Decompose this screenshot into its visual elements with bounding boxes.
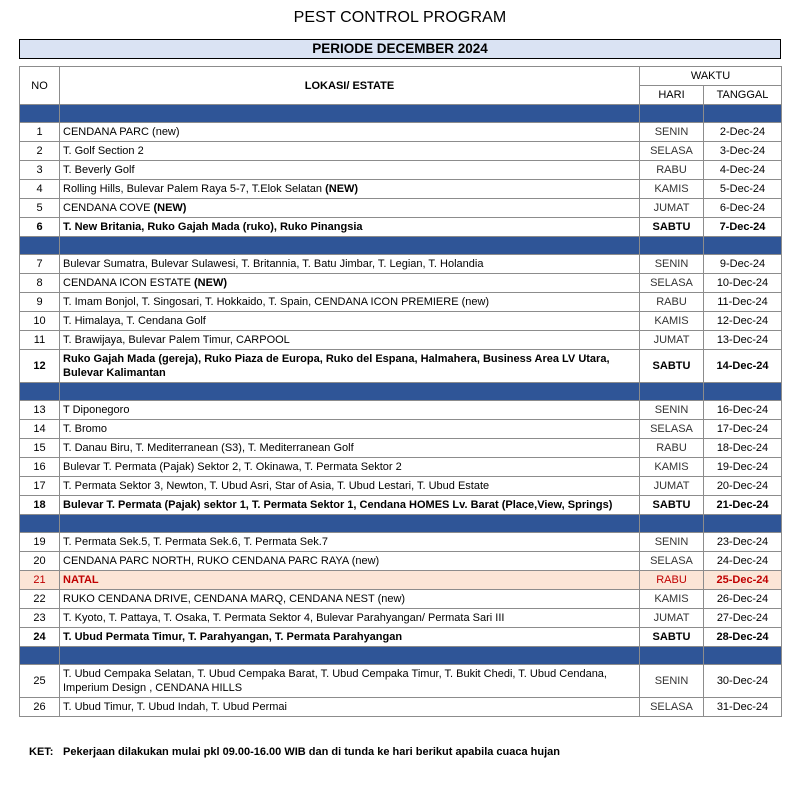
row-hari: SENIN xyxy=(640,255,704,274)
row-hari: KAMIS xyxy=(640,458,704,477)
row-lokasi xyxy=(60,590,640,609)
table-row xyxy=(20,458,782,477)
row-lokasi xyxy=(60,698,640,717)
row-no: 6 xyxy=(20,218,60,237)
table-row xyxy=(20,255,782,274)
row-no: 8 xyxy=(20,274,60,293)
header-waktu: WAKTU xyxy=(640,67,782,86)
row-tanggal: 3-Dec-24 xyxy=(704,142,782,161)
row-tanggal: 25-Dec-24 xyxy=(704,571,782,590)
row-tanggal: 5-Dec-24 xyxy=(704,180,782,199)
table-row xyxy=(20,274,782,293)
row-hari: JUMAT xyxy=(640,331,704,350)
separator-cell xyxy=(20,515,60,533)
row-tanggal: 16-Dec-24 xyxy=(704,401,782,420)
row-lokasi-text: T Diponegoro xyxy=(63,404,130,416)
row-tanggal: 13-Dec-24 xyxy=(704,331,782,350)
week-separator xyxy=(20,647,782,665)
row-lokasi xyxy=(60,628,640,647)
periode-banner: PERIODE DECEMBER 2024 xyxy=(19,39,781,59)
row-tanggal: 23-Dec-24 xyxy=(704,533,782,552)
row-tanggal: 30-Dec-24 xyxy=(704,665,782,698)
row-lokasi-text: Bulevar T. Permata (Pajak) Sektor 2, T. Okinawa, T. Permata Sektor 2 xyxy=(63,461,402,473)
separator-cell xyxy=(20,647,60,665)
row-hari: RABU xyxy=(640,571,704,590)
row-lokasi xyxy=(60,274,640,293)
row-hari: RABU xyxy=(640,293,704,312)
row-no: 21 xyxy=(20,571,60,590)
row-hari: KAMIS xyxy=(640,312,704,331)
page-title: PEST CONTROL PROGRAM xyxy=(293,9,507,26)
row-hari: JUMAT xyxy=(640,609,704,628)
row-lokasi-text: T. Kyoto, T. Pattaya, T. Osaka, T. Permata Sektor 4, Bulevar Parahyangan/ Permata Sari III xyxy=(63,612,505,624)
separator-cell xyxy=(704,383,782,401)
table-row xyxy=(20,609,782,628)
separator-cell xyxy=(60,647,640,665)
row-lokasi-text: Bulevar T. Permata (Pajak) sektor 1, T. Permata Sektor 1, Cendana HOMES Lv. Barat (Place,View, Springs) xyxy=(63,499,613,511)
row-no: 17 xyxy=(20,477,60,496)
table-row xyxy=(20,439,782,458)
table-row xyxy=(20,142,782,161)
row-lokasi-text: Ruko Gajah Mada (gereja), Ruko Piaza de Europa, Ruko del Espana, Halmahera, Business Area LV Utara, Bulevar Kalimantan xyxy=(63,353,610,379)
separator-cell xyxy=(640,515,704,533)
row-hari: RABU xyxy=(640,161,704,180)
row-tanggal: 11-Dec-24 xyxy=(704,293,782,312)
row-hari: SABTU xyxy=(640,218,704,237)
row-lokasi-text: T. Imam Bonjol, T. Singosari, T. Hokkaido, T. Spain, CENDANA ICON PREMIERE (new) xyxy=(63,296,490,308)
row-hari: SENIN xyxy=(640,533,704,552)
schedule-table xyxy=(19,66,782,717)
row-hari: KAMIS xyxy=(640,590,704,609)
separator-cell xyxy=(704,647,782,665)
row-no: 20 xyxy=(20,552,60,571)
row-lokasi-text: T. Beverly Golf xyxy=(63,164,135,176)
row-lokasi xyxy=(60,142,640,161)
table-row xyxy=(20,161,782,180)
row-no: 14 xyxy=(20,420,60,439)
row-no: 7 xyxy=(20,255,60,274)
row-lokasi xyxy=(60,312,640,331)
separator-cell xyxy=(60,237,640,255)
separator-cell xyxy=(640,647,704,665)
row-lokasi-text: T. Golf Section 2 xyxy=(63,145,144,157)
row-hari: SELASA xyxy=(640,274,704,293)
row-no: 16 xyxy=(20,458,60,477)
table-row xyxy=(20,552,782,571)
row-hari: SELASA xyxy=(640,552,704,571)
row-lokasi xyxy=(60,439,640,458)
row-tanggal: 6-Dec-24 xyxy=(704,199,782,218)
row-lokasi-text: T. Permata Sek.5, T. Permata Sek.6, T. Permata Sek.7 xyxy=(63,536,328,548)
row-lokasi-text: T. Ubud Cempaka Selatan, T. Ubud Cempaka Barat, T. Ubud Cempaka Timur, T. Bukit Chedi, T. Ubud Cendana, Imperium Design , CENDANA HILLS xyxy=(63,668,607,694)
row-lokasi-text: NATAL xyxy=(63,574,99,586)
row-tanggal: 28-Dec-24 xyxy=(704,628,782,647)
row-lokasi xyxy=(60,552,640,571)
row-tanggal: 14-Dec-24 xyxy=(704,350,782,383)
row-lokasi-text: T. Bromo xyxy=(63,423,108,435)
table-row xyxy=(20,331,782,350)
row-lokasi xyxy=(60,420,640,439)
row-tanggal: 20-Dec-24 xyxy=(704,477,782,496)
separator-cell xyxy=(60,515,640,533)
table-row xyxy=(20,218,782,237)
separator-cell xyxy=(60,105,640,123)
row-lokasi-text: T. Permata Sektor 3, Newton, T. Ubud Asri, Star of Asia, T. Ubud Lestari, T. Ubud Estate xyxy=(63,480,490,492)
row-tanggal: 26-Dec-24 xyxy=(704,590,782,609)
separator-cell xyxy=(20,105,60,123)
row-lokasi-text: CENDANA COVE xyxy=(63,202,151,214)
table-row xyxy=(20,590,782,609)
row-no: 10 xyxy=(20,312,60,331)
row-hari: SABTU xyxy=(640,350,704,383)
header-tanggal: TANGGAL xyxy=(704,86,782,105)
row-no: 12 xyxy=(20,350,60,383)
row-lokasi-tag: (NEW) xyxy=(150,202,187,214)
row-hari: SENIN xyxy=(640,401,704,420)
row-lokasi xyxy=(60,218,640,237)
row-lokasi xyxy=(60,255,640,274)
separator-cell xyxy=(704,515,782,533)
row-no: 5 xyxy=(20,199,60,218)
table-row xyxy=(20,199,782,218)
row-no: 2 xyxy=(20,142,60,161)
table-row xyxy=(20,628,782,647)
row-hari: SENIN xyxy=(640,665,704,698)
row-no: 23 xyxy=(20,609,60,628)
table-row xyxy=(20,496,782,515)
header-lokasi: LOKASI/ ESTATE xyxy=(60,67,640,105)
row-no: 24 xyxy=(20,628,60,647)
header-hari: HARI xyxy=(640,86,704,105)
row-lokasi xyxy=(60,199,640,218)
row-tanggal: 10-Dec-24 xyxy=(704,274,782,293)
row-hari: JUMAT xyxy=(640,477,704,496)
note-text: Pekerjaan dilakukan mulai pkl 09.00-16.00 WIB dan di tunda ke hari berikut apabila cuaca hujan xyxy=(63,746,561,758)
row-no: 1 xyxy=(20,123,60,142)
table-row xyxy=(20,665,782,698)
row-tanggal: 19-Dec-24 xyxy=(704,458,782,477)
table-row xyxy=(20,571,782,590)
row-tanggal: 17-Dec-24 xyxy=(704,420,782,439)
table-row xyxy=(20,312,782,331)
row-lokasi xyxy=(60,123,640,142)
week-separator xyxy=(20,237,782,255)
row-tanggal: 21-Dec-24 xyxy=(704,496,782,515)
row-lokasi-text: T. New Britania, Ruko Gajah Mada (ruko), Ruko Pinangsia xyxy=(63,221,363,233)
row-hari: SENIN xyxy=(640,123,704,142)
row-hari: SABTU xyxy=(640,496,704,515)
row-lokasi-text: T. Brawijaya, Bulevar Palem Timur, CARPOOL xyxy=(63,334,290,346)
row-tanggal: 2-Dec-24 xyxy=(704,123,782,142)
row-lokasi-text: Bulevar Sumatra, Bulevar Sulawesi, T. Britannia, T. Batu Jimbar, T. Legian, T. Holandia xyxy=(63,258,484,270)
row-lokasi-text: T. Himalaya, T. Cendana Golf xyxy=(63,315,206,327)
row-no: 26 xyxy=(20,698,60,717)
row-lokasi xyxy=(60,609,640,628)
row-lokasi-tag: (NEW) xyxy=(190,277,227,289)
row-lokasi xyxy=(60,533,640,552)
table-row xyxy=(20,420,782,439)
row-no: 25 xyxy=(20,665,60,698)
week-separator xyxy=(20,515,782,533)
separator-cell xyxy=(20,237,60,255)
row-no: 4 xyxy=(20,180,60,199)
header-no: NO xyxy=(20,67,60,105)
row-no: 22 xyxy=(20,590,60,609)
row-lokasi xyxy=(60,458,640,477)
row-no: 3 xyxy=(20,161,60,180)
separator-cell xyxy=(20,383,60,401)
row-tanggal: 18-Dec-24 xyxy=(704,439,782,458)
row-tanggal: 9-Dec-24 xyxy=(704,255,782,274)
separator-cell xyxy=(640,105,704,123)
row-hari: SELASA xyxy=(640,420,704,439)
table-row xyxy=(20,123,782,142)
row-lokasi xyxy=(60,401,640,420)
table-row xyxy=(20,698,782,717)
row-tanggal: 31-Dec-24 xyxy=(704,698,782,717)
row-tanggal: 4-Dec-24 xyxy=(704,161,782,180)
note xyxy=(29,746,560,758)
row-lokasi xyxy=(60,350,640,383)
row-no: 18 xyxy=(20,496,60,515)
row-lokasi xyxy=(60,331,640,350)
row-tanggal: 27-Dec-24 xyxy=(704,609,782,628)
row-lokasi-text: CENDANA ICON ESTATE xyxy=(63,277,191,289)
week-separator xyxy=(20,105,782,123)
row-no: 13 xyxy=(20,401,60,420)
row-tanggal: 24-Dec-24 xyxy=(704,552,782,571)
row-lokasi-text: RUKO CENDANA DRIVE, CENDANA MARQ, CENDANA NEST (new) xyxy=(63,593,406,605)
row-lokasi xyxy=(60,293,640,312)
row-tanggal: 12-Dec-24 xyxy=(704,312,782,331)
row-lokasi xyxy=(60,161,640,180)
row-lokasi-text: Rolling Hills, Bulevar Palem Raya 5-7, T.Elok Selatan xyxy=(63,183,323,195)
row-no: 19 xyxy=(20,533,60,552)
row-lokasi-text: T. Ubud Permata Timur, T. Parahyangan, T. Permata Parahyangan xyxy=(63,631,403,643)
note-label: KET: xyxy=(29,746,54,758)
separator-cell xyxy=(640,383,704,401)
row-tanggal: 7-Dec-24 xyxy=(704,218,782,237)
separator-cell xyxy=(60,383,640,401)
row-hari: SELASA xyxy=(640,698,704,717)
row-lokasi-text: CENDANA PARC NORTH, RUKO CENDANA PARC RAYA (new) xyxy=(63,555,380,567)
row-lokasi-tag: (NEW) xyxy=(322,183,359,195)
table-row xyxy=(20,180,782,199)
row-hari: SELASA xyxy=(640,142,704,161)
separator-cell xyxy=(704,105,782,123)
row-lokasi xyxy=(60,477,640,496)
row-hari: KAMIS xyxy=(640,180,704,199)
separator-cell xyxy=(704,237,782,255)
row-lokasi-text: T. Ubud Timur, T. Ubud Indah, T. Ubud Permai xyxy=(63,701,287,713)
row-hari: SABTU xyxy=(640,628,704,647)
row-lokasi xyxy=(60,665,640,698)
row-hari: JUMAT xyxy=(640,199,704,218)
row-lokasi-text: T. Danau Biru, T. Mediterranean (S3), T. Mediterranean Golf xyxy=(63,442,354,454)
row-lokasi xyxy=(60,180,640,199)
row-no: 15 xyxy=(20,439,60,458)
table-row xyxy=(20,293,782,312)
row-no: 9 xyxy=(20,293,60,312)
row-hari: RABU xyxy=(640,439,704,458)
row-lokasi xyxy=(60,496,640,515)
row-no: 11 xyxy=(20,331,60,350)
row-lokasi xyxy=(60,571,640,590)
week-separator xyxy=(20,383,782,401)
table-row xyxy=(20,477,782,496)
table-row xyxy=(20,401,782,420)
table-row xyxy=(20,533,782,552)
row-lokasi-text: CENDANA PARC (new) xyxy=(63,126,180,138)
separator-cell xyxy=(640,237,704,255)
table-row xyxy=(20,350,782,383)
